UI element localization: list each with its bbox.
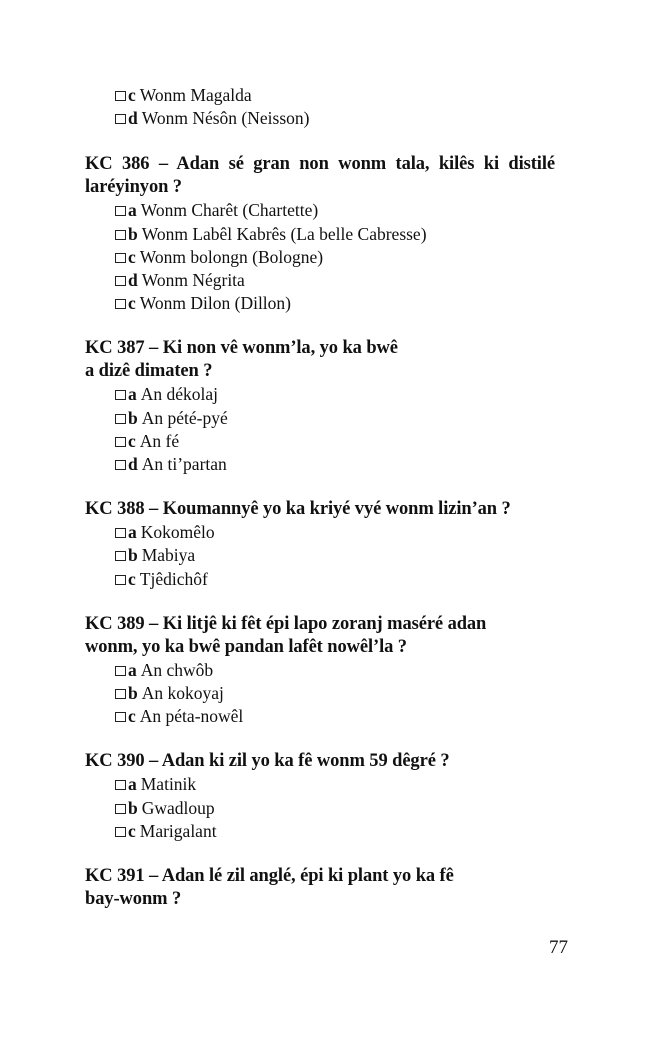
document-page bbox=[85, 84, 555, 933]
checkbox-icon[interactable] bbox=[115, 299, 126, 309]
question-text-line1: KC 387 – Ki non vê wonm’la, yo ka bwê bbox=[85, 338, 398, 359]
option-letter: c bbox=[128, 706, 136, 727]
option-letter: b bbox=[128, 223, 138, 244]
question-block-kc-388 bbox=[85, 498, 555, 591]
options-list bbox=[85, 383, 555, 476]
checkbox-icon[interactable] bbox=[115, 551, 126, 561]
option-text: Mabiya bbox=[141, 545, 196, 566]
option-c bbox=[85, 820, 555, 843]
option-b bbox=[85, 223, 555, 246]
checkbox-icon[interactable] bbox=[115, 827, 126, 837]
option-letter: a bbox=[128, 200, 137, 221]
option-text: An chwôb bbox=[140, 659, 214, 680]
question-text-line1: KC 386 – Adan sé gran non wonm tala, kilês ki distilé bbox=[85, 154, 555, 175]
option-text: Wonm Labêl Kabrês (La belle Cabresse) bbox=[141, 223, 427, 244]
question-text-line1: KC 389 – Ki litjê ki fêt épi lapo zoranj maséré adan bbox=[85, 613, 487, 634]
option-text: Wonm Nésôn (Neisson) bbox=[141, 108, 310, 129]
options-list bbox=[85, 773, 555, 843]
question-text-line2: a dizê dimaten ? bbox=[85, 361, 213, 382]
option-text: Wonm Négrita bbox=[141, 270, 245, 291]
option-d bbox=[85, 269, 555, 292]
checkbox-icon[interactable] bbox=[115, 230, 126, 240]
option-text: Wonm Dilon (Dillon) bbox=[139, 293, 292, 314]
question-block-kc-386 bbox=[85, 153, 555, 315]
option-text: Wonm Charêt (Chartette) bbox=[140, 200, 319, 221]
checkbox-icon[interactable] bbox=[115, 575, 126, 585]
question-text-line2: bay-wonm ? bbox=[85, 889, 182, 910]
option-text: An ti’partan bbox=[141, 454, 227, 475]
option-text: Matinik bbox=[140, 774, 197, 795]
checkbox-icon[interactable] bbox=[115, 689, 126, 699]
checkbox-icon[interactable] bbox=[115, 390, 126, 400]
options-list bbox=[85, 84, 555, 130]
option-text: An fé bbox=[139, 430, 180, 451]
option-letter: d bbox=[128, 108, 138, 129]
checkbox-icon[interactable] bbox=[115, 276, 126, 286]
checkbox-icon[interactable] bbox=[115, 114, 126, 124]
option-a bbox=[85, 521, 555, 544]
option-text: Gwadloup bbox=[141, 797, 215, 818]
option-letter: c bbox=[128, 430, 136, 451]
option-b bbox=[85, 407, 555, 430]
option-letter: b bbox=[128, 683, 138, 704]
checkbox-icon[interactable] bbox=[115, 253, 126, 263]
option-letter: b bbox=[128, 797, 138, 818]
options-list bbox=[85, 521, 555, 591]
option-b bbox=[85, 544, 555, 567]
question-text-line2: laréyinyon ? bbox=[85, 177, 182, 198]
option-c bbox=[85, 568, 555, 591]
option-a bbox=[85, 199, 555, 222]
option-a bbox=[85, 383, 555, 406]
question-text-line1: KC 390 – Adan ki zil yo ka fê wonm 59 dêgré ? bbox=[85, 751, 450, 772]
option-b bbox=[85, 682, 555, 705]
option-c bbox=[85, 246, 555, 269]
option-a bbox=[85, 773, 555, 796]
option-text: Tjêdichôf bbox=[139, 568, 208, 589]
option-text: An dékolaj bbox=[140, 384, 219, 405]
checkbox-icon[interactable] bbox=[115, 91, 126, 101]
checkbox-icon[interactable] bbox=[115, 666, 126, 676]
option-text: An pété-pyé bbox=[141, 407, 228, 428]
option-a bbox=[85, 659, 555, 682]
option-c bbox=[85, 84, 555, 107]
option-text: An kokoyaj bbox=[141, 683, 224, 704]
checkbox-icon[interactable] bbox=[115, 206, 126, 216]
option-letter: a bbox=[128, 384, 137, 405]
option-c bbox=[85, 430, 555, 453]
option-letter: c bbox=[128, 246, 136, 267]
question-text-line1: KC 388 – Koumannyê yo ka kriyé vyé wonm lizin’an ? bbox=[85, 499, 511, 520]
question-block-kc-389 bbox=[85, 613, 555, 729]
option-text: Wonm Magalda bbox=[139, 85, 252, 105]
question-text-line1: KC 391 – Adan lé zil anglé, épi ki plant yo ka fê bbox=[85, 866, 454, 887]
checkbox-icon[interactable] bbox=[115, 528, 126, 538]
option-letter: b bbox=[128, 407, 138, 428]
option-text: An péta-nowêl bbox=[139, 706, 244, 727]
option-text: Marigalant bbox=[139, 820, 217, 841]
checkbox-icon[interactable] bbox=[115, 460, 126, 470]
option-letter: d bbox=[128, 454, 138, 475]
option-letter: a bbox=[128, 659, 137, 680]
option-letter: c bbox=[128, 568, 136, 589]
option-text: Wonm bolongn (Bologne) bbox=[139, 246, 324, 267]
option-letter: a bbox=[128, 522, 137, 543]
option-letter: b bbox=[128, 545, 138, 566]
option-text: Kokomêlo bbox=[140, 522, 215, 543]
continued-options-block bbox=[85, 84, 555, 130]
option-b bbox=[85, 797, 555, 820]
option-d bbox=[85, 107, 555, 130]
checkbox-icon[interactable] bbox=[115, 780, 126, 790]
question-text-line2: wonm, yo ka bwê pandan lafêt nowêl’la ? bbox=[85, 636, 407, 657]
checkbox-icon[interactable] bbox=[115, 437, 126, 447]
option-letter: c bbox=[128, 293, 136, 314]
options-list bbox=[85, 659, 555, 729]
page-number: 77 bbox=[549, 937, 568, 958]
question-block-kc-391 bbox=[85, 865, 555, 911]
checkbox-icon[interactable] bbox=[115, 712, 126, 722]
checkbox-icon[interactable] bbox=[115, 804, 126, 814]
options-list bbox=[85, 199, 555, 315]
question-block-kc-387 bbox=[85, 337, 555, 476]
option-letter: c bbox=[128, 85, 136, 105]
question-block-kc-390 bbox=[85, 750, 555, 843]
option-letter: a bbox=[128, 774, 137, 795]
option-e bbox=[85, 292, 555, 315]
option-letter: d bbox=[128, 270, 138, 291]
option-letter: c bbox=[128, 820, 136, 841]
option-d bbox=[85, 453, 555, 476]
option-c bbox=[85, 705, 555, 728]
checkbox-icon[interactable] bbox=[115, 414, 126, 424]
